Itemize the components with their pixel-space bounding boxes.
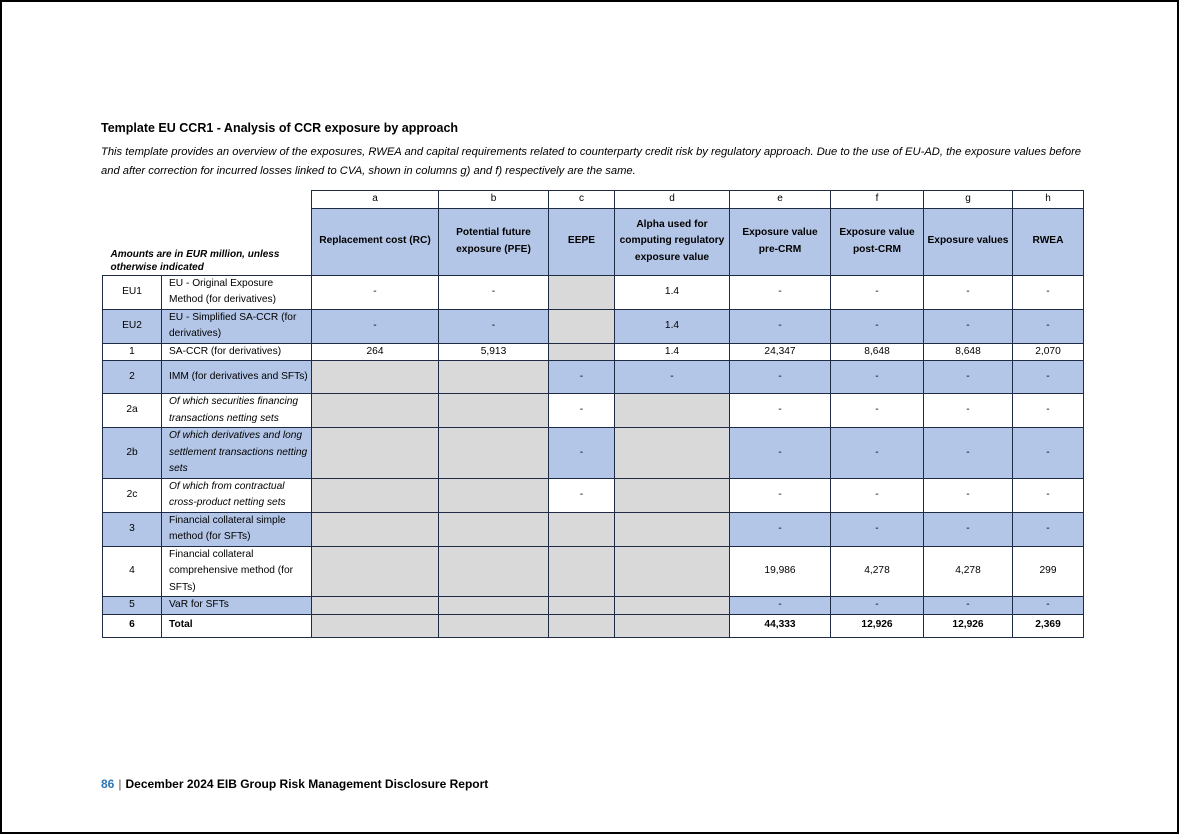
column-letter: d	[615, 191, 730, 209]
row-label: Of which from contractual cross-product netting sets	[162, 478, 312, 512]
row-label: Of which securities financing transactions netting sets	[162, 394, 312, 428]
value-cell	[439, 614, 549, 637]
value-cell	[615, 614, 730, 637]
value-cell	[439, 361, 549, 394]
value-cell	[615, 478, 730, 512]
value-cell	[549, 546, 615, 597]
value-cell: -	[831, 512, 924, 546]
column-header: Exposure values	[924, 208, 1013, 275]
row-id: 2a	[103, 394, 162, 428]
value-cell: -	[549, 361, 615, 394]
value-cell: -	[831, 478, 924, 512]
row-id: 3	[103, 512, 162, 546]
value-cell: -	[549, 394, 615, 428]
table-row	[103, 428, 1084, 479]
column-letter: h	[1013, 191, 1084, 209]
column-header: EEPE	[549, 208, 615, 275]
page-footer	[101, 777, 488, 791]
column-header: Exposure value pre-CRM	[730, 208, 831, 275]
row-id: 2b	[103, 428, 162, 479]
value-cell: -	[730, 275, 831, 309]
value-cell: -	[730, 512, 831, 546]
value-cell: 19,986	[730, 546, 831, 597]
column-header: Potential future exposure (PFE)	[439, 208, 549, 275]
value-cell: -	[831, 597, 924, 615]
value-cell	[312, 361, 439, 394]
table-row	[103, 343, 1084, 361]
value-cell: 264	[312, 343, 439, 361]
row-label: VaR for SFTs	[162, 597, 312, 615]
table-row	[103, 546, 1084, 597]
value-cell: -	[1013, 428, 1084, 479]
value-cell: -	[312, 275, 439, 309]
row-label: IMM (for derivatives and SFTs)	[162, 361, 312, 394]
value-cell: 1.4	[615, 309, 730, 343]
report-title: December 2024 EIB Group Risk Management Disclosure Report	[125, 777, 489, 791]
value-cell	[312, 546, 439, 597]
value-cell: -	[831, 394, 924, 428]
value-cell: -	[924, 309, 1013, 343]
value-cell	[549, 343, 615, 361]
value-cell	[549, 309, 615, 343]
value-cell	[312, 512, 439, 546]
value-cell	[615, 394, 730, 428]
value-cell: 4,278	[924, 546, 1013, 597]
value-cell: -	[1013, 361, 1084, 394]
value-cell: -	[831, 309, 924, 343]
row-id: 2c	[103, 478, 162, 512]
value-cell: 12,926	[924, 614, 1013, 637]
value-cell: 24,347	[730, 343, 831, 361]
value-cell	[439, 597, 549, 615]
value-cell: -	[730, 478, 831, 512]
value-cell: 2,070	[1013, 343, 1084, 361]
value-cell: -	[615, 361, 730, 394]
row-id: 5	[103, 597, 162, 615]
value-cell	[439, 478, 549, 512]
table-row	[103, 309, 1084, 343]
value-cell	[312, 478, 439, 512]
page-number: 86	[101, 777, 115, 791]
column-header-row	[103, 208, 1084, 275]
footer-separator: |	[118, 777, 122, 791]
value-cell	[549, 614, 615, 637]
value-cell	[439, 394, 549, 428]
column-header: Alpha used for computing regulatory exposure value	[615, 208, 730, 275]
value-cell: -	[1013, 512, 1084, 546]
value-cell: -	[831, 361, 924, 394]
row-id: 2	[103, 361, 162, 394]
value-cell: -	[1013, 394, 1084, 428]
template-description: This template provides an overview of the exposures, RWEA and capital requirements related to counterparty credit risk by regulatory approach. Due to the use of EU-AD, the exposure values before and after correction for incurred losses linked to CVA, shown in columns g) and f) respectively are the same.	[101, 146, 1082, 177]
value-cell: -	[730, 428, 831, 479]
value-cell: 12,926	[831, 614, 924, 637]
value-cell	[439, 546, 549, 597]
row-label: Of which derivatives and long settlement transactions netting sets	[162, 428, 312, 479]
value-cell: -	[1013, 309, 1084, 343]
row-label: Financial collateral simple method (for SFTs)	[162, 512, 312, 546]
value-cell: 44,333	[730, 614, 831, 637]
row-label: SA-CCR (for derivatives)	[162, 343, 312, 361]
column-header: RWEA	[1013, 208, 1084, 275]
row-label: Financial collateral comprehensive method (for SFTs)	[162, 546, 312, 597]
value-cell: -	[924, 478, 1013, 512]
value-cell: -	[439, 275, 549, 309]
value-cell: -	[924, 512, 1013, 546]
value-cell	[439, 512, 549, 546]
column-letter: g	[924, 191, 1013, 209]
table-row	[103, 512, 1084, 546]
value-cell	[549, 512, 615, 546]
table-row	[103, 597, 1084, 615]
row-label: EU - Simplified SA-CCR (for derivatives)	[162, 309, 312, 343]
value-cell: -	[439, 309, 549, 343]
value-cell	[312, 614, 439, 637]
value-cell: -	[1013, 597, 1084, 615]
table-body	[103, 275, 1084, 637]
row-id: 1	[103, 343, 162, 361]
value-cell	[615, 428, 730, 479]
value-cell: -	[924, 275, 1013, 309]
table-row	[103, 275, 1084, 309]
row-id: EU2	[103, 309, 162, 343]
value-cell: 5,913	[439, 343, 549, 361]
value-cell: -	[730, 394, 831, 428]
table-row	[103, 394, 1084, 428]
row-id: 6	[103, 614, 162, 637]
value-cell: -	[549, 478, 615, 512]
row-id: EU1	[103, 275, 162, 309]
row-id: 4	[103, 546, 162, 597]
value-cell: -	[924, 394, 1013, 428]
value-cell: 4,278	[831, 546, 924, 597]
value-cell: 8,648	[924, 343, 1013, 361]
value-cell: -	[924, 597, 1013, 615]
value-cell	[615, 546, 730, 597]
value-cell: 1.4	[615, 343, 730, 361]
value-cell: 1.4	[615, 275, 730, 309]
value-cell: -	[730, 309, 831, 343]
value-cell	[615, 597, 730, 615]
value-cell: -	[831, 275, 924, 309]
column-header: Replacement cost (RC)	[312, 208, 439, 275]
value-cell	[312, 394, 439, 428]
column-letter: f	[831, 191, 924, 209]
value-cell: 299	[1013, 546, 1084, 597]
value-cell: -	[924, 428, 1013, 479]
value-cell: -	[549, 428, 615, 479]
table-row	[103, 361, 1084, 394]
value-cell	[615, 512, 730, 546]
row-label: EU - Original Exposure Method (for derivatives)	[162, 275, 312, 309]
column-header: Exposure value post-CRM	[831, 208, 924, 275]
blank-corner	[103, 191, 312, 209]
value-cell: -	[1013, 478, 1084, 512]
value-cell: -	[831, 428, 924, 479]
value-cell: 8,648	[831, 343, 924, 361]
value-cell	[549, 597, 615, 615]
template-title: Template EU CCR1 - Analysis of CCR exposure by approach	[101, 121, 459, 135]
table-row	[103, 614, 1084, 637]
column-letter: c	[549, 191, 615, 209]
column-letter: b	[439, 191, 549, 209]
column-letter: a	[312, 191, 439, 209]
value-cell: -	[924, 361, 1013, 394]
value-cell	[312, 597, 439, 615]
amount-note: Amounts are in EUR million, unless otherwise indicated	[103, 208, 312, 275]
column-letter-row	[103, 191, 1084, 209]
value-cell: -	[312, 309, 439, 343]
value-cell: -	[730, 597, 831, 615]
row-label: Total	[162, 614, 312, 637]
value-cell: 2,369	[1013, 614, 1084, 637]
value-cell	[439, 428, 549, 479]
column-letter: e	[730, 191, 831, 209]
value-cell	[312, 428, 439, 479]
value-cell: -	[730, 361, 831, 394]
value-cell	[549, 275, 615, 309]
ccr1-table	[102, 190, 1084, 638]
value-cell: -	[1013, 275, 1084, 309]
table-row	[103, 478, 1084, 512]
